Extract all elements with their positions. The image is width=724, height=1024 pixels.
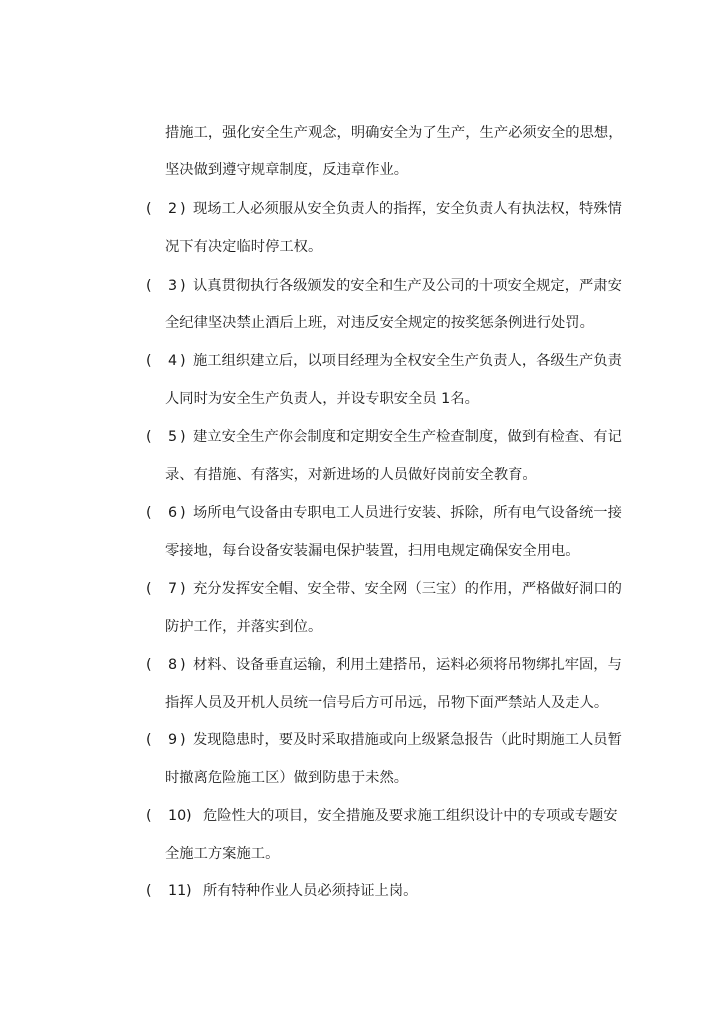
line-text: 时撤离危险施工区）做到防患于未然。: [165, 770, 409, 786]
item-text: 发现隐患时，要及时采取措施或向上级紧急报告（此时期施工人员暂: [193, 732, 622, 748]
item-open-paren: (: [146, 429, 152, 445]
item-close-paren: ): [180, 353, 186, 369]
line-text: 录、有措施、有落实，对新进场的人员做好岗前安全教育。: [165, 467, 537, 483]
item-number: 2: [168, 201, 178, 217]
item-open-paren: (: [146, 278, 152, 294]
line-text: 防护工作，并落实到位。: [165, 619, 323, 635]
item-close-paren: ): [180, 505, 186, 521]
item-number: 10: [168, 808, 187, 824]
item-number: 5: [168, 429, 178, 445]
item-open-paren: (: [146, 883, 152, 899]
item-text: 施工组织建立后，以项目经理为全权安全生产负责人，各级生产负责: [193, 353, 622, 369]
item-close-paren: ): [180, 201, 186, 217]
line-text: 全施工方案施工。: [165, 846, 280, 862]
item-close-paren: ): [180, 429, 186, 445]
item-text: 充分发挥安全帽、安全带、安全网（三宝）的作用，严格做好洞口的: [193, 581, 622, 597]
item-open-paren: (: [146, 505, 152, 521]
item-number: 11: [168, 883, 187, 899]
item-number: 3: [168, 278, 178, 294]
item-open-paren: (: [146, 732, 152, 748]
item-close-paren: ): [180, 657, 186, 673]
item-close-paren: ): [180, 732, 186, 748]
item-text: 所有特种作业人员必须持证上岗。: [203, 883, 418, 899]
item-text: 认真贯彻执行各级颁发的安全和生产及公司的十项安全规定，严肃安: [193, 278, 622, 294]
line-text: 措施工，强化安全生产观念，明确安全为了生产，生产必须安全的思想，: [165, 125, 623, 141]
item-text: 现场工人必须服从安全负责人的指挥，安全负责人有执法权，特殊情: [193, 201, 622, 217]
item-number: 4: [168, 353, 178, 369]
item-text: 材料、设备垂直运输，利用土建搭吊，运料必须将吊物绑扎牢固，与: [193, 657, 622, 673]
item-open-paren: (: [146, 201, 152, 217]
item-text: 建立安全生产你会制度和定期安全生产检查制度，做到有检查、有记: [193, 429, 622, 445]
item-close-paren: ): [180, 278, 186, 294]
item-text: 危险性大的项目，安全措施及要求施工组织设计中的专项或专题安: [203, 808, 618, 824]
item-number: 7: [168, 581, 178, 597]
item-number: 6: [168, 505, 178, 521]
item-open-paren: (: [146, 581, 152, 597]
line-text: 指挥人员及开机人员统一信号后方可吊远，吊物下面严禁站人及走人。: [165, 695, 609, 711]
item-open-paren: (: [146, 808, 152, 824]
item-open-paren: (: [146, 657, 152, 673]
line-text: 人同时为安全生产负责人，并设专职安全员 1名。: [165, 391, 479, 407]
line-text: 况下有决定临时停工权。: [165, 239, 323, 255]
item-close-paren: ): [180, 581, 186, 597]
item-number: 8: [168, 657, 178, 673]
item-close-paren: ): [186, 808, 192, 824]
item-open-paren: (: [146, 353, 152, 369]
item-number: 9: [168, 732, 178, 748]
line-text: 全纪律坚决禁止酒后上班，对违反安全规定的按奖惩条例进行处罚。: [165, 315, 594, 331]
line-text: 坚决做到遵守规章制度，反违章作业。: [165, 162, 409, 178]
item-text: 场所电气设备由专职电工人员进行安装、拆除，所有电气设备统一接: [193, 505, 622, 521]
item-close-paren: ): [186, 883, 192, 899]
line-text: 零接地，每台设备安装漏电保护装置，扫用电规定确保安全用电。: [165, 543, 580, 559]
